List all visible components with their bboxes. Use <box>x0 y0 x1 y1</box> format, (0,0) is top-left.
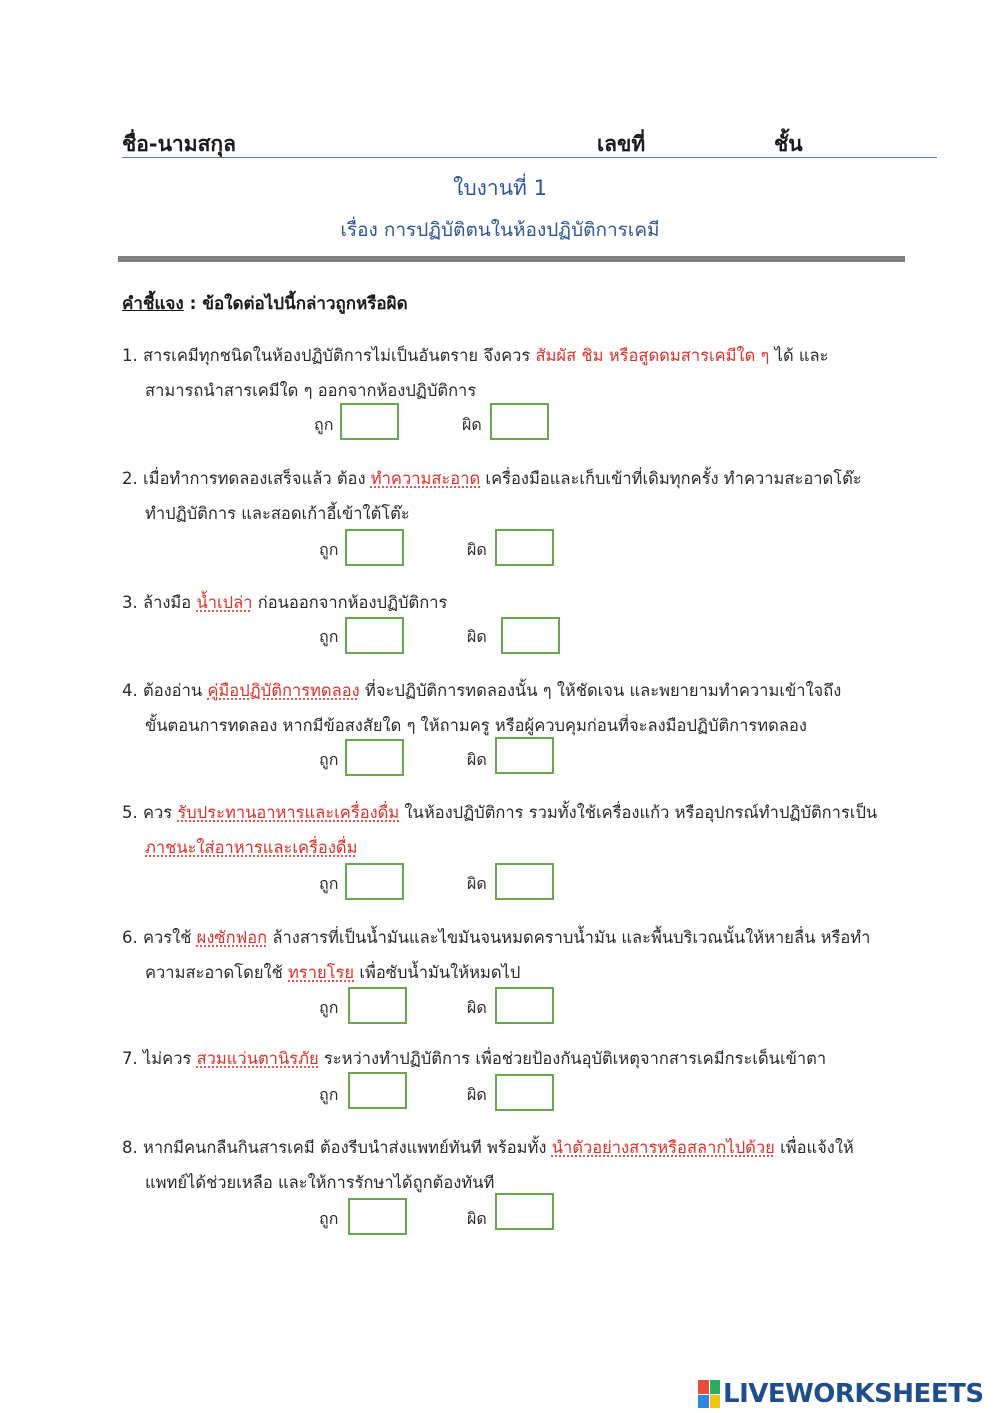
q5-highlight: รับประทานอาหารและเครื่องดื่ม <box>177 803 400 822</box>
q4-text-a: 4. ต้องอ่าน <box>122 681 208 700</box>
q5-false-label: ผิด <box>467 874 487 893</box>
q1-true-box[interactable] <box>340 403 399 440</box>
q7-text-c: ระหว่างทำปฏิบัติการ เพื่อช่วยป้องกันอุบัติเหตุจากสารเคมีกระเด็นเข้าตา <box>318 1049 827 1068</box>
instruction-text: : ข้อใดต่อไปนี้กล่าวถูกหรือผิด <box>183 294 408 314</box>
q1-text-c: ได้ และ <box>769 346 829 365</box>
q6-line2 <box>145 960 520 986</box>
liveworksheets-logo <box>698 1377 984 1411</box>
q3-text-a: 3. ล้างมือ <box>122 593 197 612</box>
q5-true-label: ถูก <box>319 874 339 893</box>
q7-highlight: สวมแว่นตานิรภัย <box>196 1049 319 1068</box>
q1-text-a: 1. สารเคมีทุกชนิดในห้องปฏิบัติการไม่เป็นอันตราย จึงควร <box>122 346 536 365</box>
q5-text-a: 5. ควร <box>122 803 178 822</box>
q8-true-box[interactable] <box>348 1198 407 1235</box>
q2-text-a: 2. เมื่อทำการทดลองเสร็จแล้ว ต้อง <box>122 469 371 488</box>
q3-line1 <box>122 590 447 616</box>
q2-line1 <box>122 466 862 492</box>
q6-text-d: ความสะอาดโดยใช้ <box>145 963 289 982</box>
q1-false-label: ผิด <box>462 415 482 434</box>
q8-false-box[interactable] <box>495 1193 554 1230</box>
q2-highlight: ทำความสะอาด <box>370 469 481 488</box>
q4-true-box[interactable] <box>345 739 404 776</box>
q3-false-box[interactable] <box>501 617 560 654</box>
name-label: ชื่อ-นามสกุล <box>122 132 236 156</box>
title-divider-bar <box>118 256 905 262</box>
q4-false-label: ผิด <box>467 750 487 769</box>
q6-false-box[interactable] <box>495 987 554 1024</box>
q8-false-label: ผิด <box>467 1209 487 1228</box>
q1-false-box[interactable] <box>490 403 549 440</box>
q4-text-c: ที่จะปฏิบัติการทดลองนั้น ๆ ให้ชัดเจน และพยายามทำความเข้าใจถึง <box>359 681 842 700</box>
q3-highlight: น้ำเปล่า <box>196 593 253 612</box>
q5-false-box[interactable] <box>495 863 554 900</box>
q6-text-c: ล้างสารที่เป็นน้ำมันและไขมันจนหมดคราบน้ำมัน และพื้นบริเวณนั้นให้หายลื่น หรือทำ <box>267 928 871 947</box>
q5-line1 <box>122 800 877 826</box>
q6-false-label: ผิด <box>467 998 487 1017</box>
q6-true-box[interactable] <box>348 987 407 1024</box>
q4-line1 <box>122 678 841 704</box>
class-label: ชั้น <box>774 132 803 156</box>
q5-text-c: ในห้องปฏิบัติการ รวมทั้งใช้เครื่องแก้ว หรืออุปกรณ์ทำปฏิบัติการเป็น <box>399 803 878 822</box>
logo-text: LIVEWORKSHEETS <box>723 1379 984 1409</box>
q1-highlight: สัมผัส ชิม หรือสูดดมสารเคมีใด ๆ <box>535 346 770 365</box>
q7-false-box[interactable] <box>495 1074 554 1111</box>
q1-line1 <box>122 343 829 369</box>
q5-true-box[interactable] <box>345 863 404 900</box>
q6-highlight-2: ทรายโรย <box>288 963 355 982</box>
q8-line1 <box>122 1135 854 1161</box>
q3-true-box[interactable] <box>345 617 404 654</box>
q4-line2: ขั้นตอนการทดลอง หากมีข้อสงสัยใด ๆ ให้ถามครู หรือผู้ควบคุมก่อนที่จะลงมือปฏิบัติการทดลอง <box>145 716 807 735</box>
instruction <box>122 290 408 317</box>
q2-true-label: ถูก <box>319 540 339 559</box>
q8-true-label: ถูก <box>319 1209 339 1228</box>
q4-true-label: ถูก <box>319 750 339 769</box>
q8-text-c: เพื่อแจ้งให้ <box>774 1138 854 1157</box>
q6-line1 <box>122 925 870 951</box>
worksheet-subtitle: เรื่อง การปฏิบัติตนในห้องปฏิบัติการเคมี <box>340 219 660 241</box>
q4-false-box[interactable] <box>495 737 554 774</box>
q7-line1 <box>122 1046 826 1072</box>
q7-true-box[interactable] <box>348 1072 407 1109</box>
q2-false-box[interactable] <box>495 529 554 566</box>
q2-true-box[interactable] <box>345 529 404 566</box>
q5-highlight-2: ภาชนะใส่อาหารและเครื่องดื่ม <box>145 838 358 857</box>
q8-line2: แพทย์ได้ช่วยเหลือ และให้การรักษาได้ถูกต้องทันที <box>145 1173 495 1192</box>
logo-icon <box>698 1380 720 1408</box>
q4-highlight: คู่มือปฏิบัติการทดลอง <box>207 681 360 700</box>
q2-text-c: เครื่องมือและเก็บเข้าที่เดิมทุกครั้ง ทำความสะอาดโต๊ะ <box>480 469 862 488</box>
q1-line2: สามารถนำสารเคมีใด ๆ ออกจากห้องปฏิบัติการ <box>145 381 477 400</box>
q3-true-label: ถูก <box>319 627 339 646</box>
q2-false-label: ผิด <box>467 540 487 559</box>
q1-true-label: ถูก <box>314 415 334 434</box>
q6-text-f: เพื่อซับน้ำมันให้หมดไป <box>354 963 521 982</box>
q6-text-a: 6. ควรใช้ <box>122 928 197 947</box>
q3-false-label: ผิด <box>467 627 487 646</box>
q6-highlight: ผงซักฟอก <box>196 928 268 947</box>
q8-text-a: 8. หากมีคนกลืนกินสารเคมี ต้องรีบนำส่งแพทย์ทันที พร้อมทั้ง <box>122 1138 552 1157</box>
q5-line2 <box>145 835 358 861</box>
q7-true-label: ถูก <box>319 1085 339 1104</box>
worksheet-title: ใบงานที่ 1 <box>453 176 547 200</box>
q8-highlight: นำตัวอย่างสารหรือสลากไปด้วย <box>551 1138 775 1157</box>
header-divider <box>122 157 937 158</box>
q6-true-label: ถูก <box>319 998 339 1017</box>
q7-text-a: 7. ไม่ควร <box>122 1049 197 1068</box>
q2-line2: ทำปฏิบัติการ และสอดเก้าอี้เข้าใต้โต๊ะ <box>145 504 410 523</box>
q3-text-c: ก่อนออกจากห้องปฏิบัติการ <box>252 593 448 612</box>
number-label: เลขที่ <box>597 132 646 156</box>
q7-false-label: ผิด <box>467 1085 487 1104</box>
instruction-label: คำชี้แจง <box>122 294 184 314</box>
